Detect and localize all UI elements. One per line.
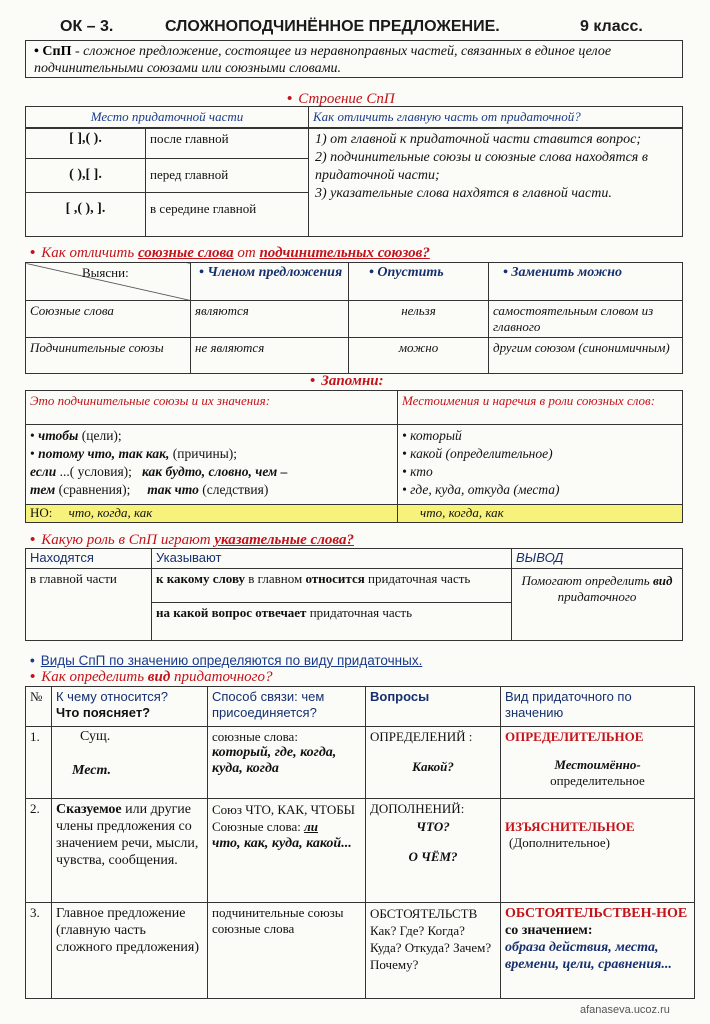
list-item: тем (сравнения); так что (следствия) bbox=[30, 482, 269, 497]
structure-col2-header: Как отличить главную часть от придаточной? bbox=[309, 107, 683, 129]
distinguish-col-member: • Членом предложения bbox=[191, 263, 349, 301]
distinguish-row-replace: другим союзом (синонимичным) bbox=[489, 338, 683, 374]
distinguish-row-label: Подчинительные союзы bbox=[26, 338, 191, 374]
list-item: • чтобы (цели); bbox=[30, 428, 122, 443]
distinguish-row-label: Союзные слова bbox=[26, 301, 191, 338]
pointing-col-location: Находятся bbox=[26, 549, 152, 569]
place-before: перед главной bbox=[146, 158, 309, 192]
pointing-point-1: к какому слову в главном относится придаточная часть bbox=[152, 569, 511, 603]
remember-heading: • Запомни: bbox=[310, 373, 384, 389]
types-col-kind: Вид придаточного по значению bbox=[501, 687, 695, 727]
place-after: после главной bbox=[146, 128, 309, 158]
definition-text: - сложное предложение, состоящее из неравноправных частей, связанных в единое целое подчинительными союзами или союзными словами. bbox=[34, 44, 612, 76]
remember-right-header: Местоимения и наречия в роли союзных слов: bbox=[398, 391, 683, 425]
remember-but-right: что, когда, как bbox=[398, 505, 683, 523]
types-row3-kind: ОБСТОЯТЕЛЬСТВЕН-НОЕ со значением: образа действия, места, времени, цели, сравнения... bbox=[501, 903, 695, 999]
types-row1-questions: ОПРЕДЕЛЕНИЙ : Какой? bbox=[366, 727, 501, 799]
header-grade: 9 класс. bbox=[580, 18, 643, 35]
types-row1-link: союзные слова: который, где, когда, куда, когда bbox=[208, 727, 366, 799]
pointing-conclusion: Помогают определить вид придаточного bbox=[512, 569, 683, 641]
distinguish-col-omit: • Опустить bbox=[349, 263, 489, 301]
remember-right-list bbox=[398, 425, 683, 505]
types-row2-num: 2. bbox=[26, 799, 52, 903]
list-item: • кто bbox=[402, 464, 433, 479]
distinguish-row-member: являются bbox=[191, 301, 349, 338]
structure-tip-1: 1) от главной к придаточной части ставится вопрос; bbox=[315, 132, 642, 147]
distinguish-heading: • Как отличить союзные слова от подчинительных союзов? bbox=[30, 245, 430, 261]
types-row2-refers: Сказуемое или другие члены предложения со значением речи, мысли, чувства, сообщения. bbox=[52, 799, 208, 903]
distinguish-table bbox=[25, 262, 683, 374]
types-col-refers: К чему относится? Что поясняет? bbox=[52, 687, 208, 727]
list-item: • который bbox=[402, 428, 462, 443]
page-header bbox=[60, 18, 680, 38]
pointing-location: в главной части bbox=[26, 569, 152, 641]
types-col-link: Способ связи: чем присоединяется? bbox=[208, 687, 366, 727]
pointing-point-2: на какой вопрос отвечает придаточная часть bbox=[156, 605, 413, 620]
structure-col1-header: Место придаточной части bbox=[26, 107, 309, 129]
structure-heading: • Строение СпП bbox=[287, 91, 395, 107]
types-row3-refers: Главное предложение (главную часть сложного предложения) bbox=[52, 903, 208, 999]
distinguish-row-omit: нельзя bbox=[349, 301, 489, 338]
structure-tip-3: 3) указательные слова нахдятся в главной части. bbox=[315, 186, 612, 201]
list-item: • где, куда, откуда (места) bbox=[402, 482, 560, 497]
types-row1-num: 1. bbox=[26, 727, 52, 799]
structure-tip-2: 2) подчинительные союзы и союзные слова находятся в придаточной части; bbox=[315, 150, 648, 183]
pointing-points bbox=[152, 569, 512, 641]
list-item: • потому что, так как, (причины); bbox=[30, 446, 238, 461]
types-row3-link: подчинительные союзы союзные слова bbox=[208, 903, 366, 999]
distinguish-row-member: не являются bbox=[191, 338, 349, 374]
list-item: если ...( условия); как будто, словно, чем – bbox=[30, 464, 288, 479]
header-title: СЛОЖНОПОДЧИНЁННОЕ ПРЕДЛОЖЕНИЕ. bbox=[165, 18, 500, 35]
types-row2-questions: ДОПОЛНЕНИЙ: ЧТО? О ЧЁМ? bbox=[366, 799, 501, 903]
place-middle: в середине главной bbox=[146, 192, 309, 236]
remember-left-list bbox=[26, 425, 398, 505]
types-line-1: • Виды СпП по значению определяются по виду придаточных. bbox=[30, 653, 423, 668]
scheme-after: [ ],( ). bbox=[26, 128, 146, 158]
remember-left-header: Это подчинительные союзы и их значения: bbox=[26, 391, 398, 425]
definition-term: СпП bbox=[42, 44, 72, 59]
types-col-questions: Вопросы bbox=[366, 687, 501, 727]
scheme-middle: [ ,( ), ]. bbox=[26, 192, 146, 236]
remember-table bbox=[25, 390, 683, 523]
distinguish-col-replace: • Заменить можно bbox=[489, 263, 683, 301]
types-row1-kind: ОПРЕДЕЛИТЕЛЬНОЕ Местоимённо- определительное bbox=[501, 727, 695, 799]
types-row1-refers: Сущ. Мест. bbox=[52, 727, 208, 799]
distinguish-row-omit: можно bbox=[349, 338, 489, 374]
pointing-table bbox=[25, 548, 683, 641]
pointing-heading: • Какую роль в СпП играют указательные слова? bbox=[30, 532, 354, 548]
types-table bbox=[25, 686, 695, 999]
footer-url: afanaseva.ucoz.ru bbox=[580, 1004, 670, 1016]
pointing-col-conclusion: ВЫВОД bbox=[512, 549, 683, 569]
header-code: ОК – 3. bbox=[60, 18, 114, 35]
structure-tips bbox=[309, 128, 683, 236]
distinguish-row-replace: самостоятельным словом из главного bbox=[489, 301, 683, 338]
types-row2-kind: ИЗЪЯСНИТЕЛЬНОЕ (Дополнительное) bbox=[501, 799, 695, 903]
distinguish-corner: Выясни: bbox=[26, 263, 191, 301]
list-item: • какой (определительное) bbox=[402, 446, 553, 461]
types-row3-questions: ОБСТОЯТЕЛЬСТВ Как? Где? Когда? Куда? Откуда? Зачем? Почему? bbox=[366, 903, 501, 999]
remember-but-left: НО: что, когда, как bbox=[26, 505, 398, 523]
types-line-2: • Как определить вид придаточного? bbox=[30, 669, 273, 685]
types-row2-link: Союз ЧТО, КАК, ЧТОБЫ Союзные слова: ли что, как, куда, какой... bbox=[208, 799, 366, 903]
types-col-num: № bbox=[26, 687, 52, 727]
definition-box: • СпП - сложное предложение, состоящее из неравноправных частей, связанных в единое целое подчинительными союзами или союзными словами. bbox=[25, 40, 683, 78]
pointing-col-points: Указывают bbox=[152, 549, 512, 569]
types-row3-num: 3. bbox=[26, 903, 52, 999]
structure-table bbox=[25, 106, 683, 237]
scheme-before: ( ),[ ]. bbox=[26, 158, 146, 192]
